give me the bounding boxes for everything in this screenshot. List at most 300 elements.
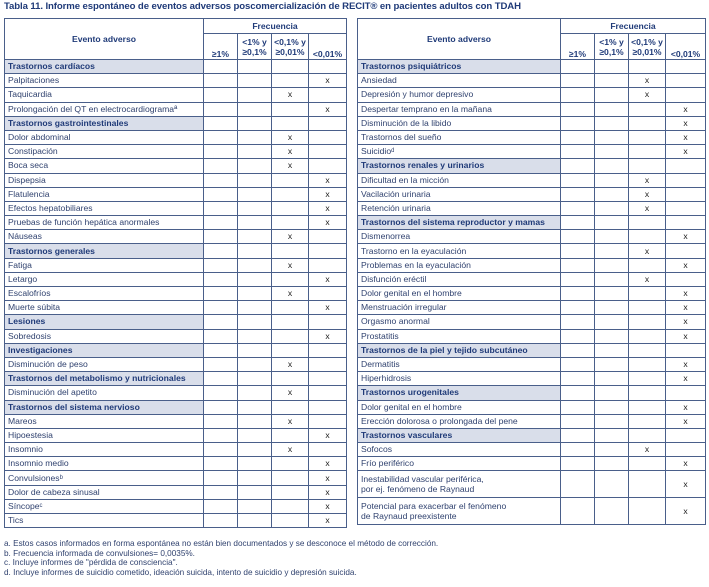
frequency-cell	[272, 102, 309, 116]
frequency-cell	[204, 301, 238, 315]
frequency-cell	[272, 60, 309, 74]
event-label: Síncopeᶜ	[5, 499, 204, 513]
frequency-cell	[629, 428, 666, 442]
header-frequency: Frecuencia	[561, 19, 706, 34]
frequency-cell	[238, 287, 272, 301]
event-label: Trastorno en la eyaculación	[358, 244, 561, 258]
frequency-cell	[561, 457, 595, 471]
table-row	[5, 230, 347, 244]
frequency-cell	[595, 102, 629, 116]
frequency-cell	[272, 499, 309, 513]
event-label: Constipación	[5, 145, 204, 159]
frequency-cell	[204, 428, 238, 442]
event-label: Orgasmo anormal	[358, 315, 561, 329]
frequency-cell	[272, 244, 309, 258]
frequency-mark: x	[309, 329, 347, 343]
frequency-cell	[666, 201, 706, 215]
frequency-cell	[238, 471, 272, 485]
event-label: Prolongación del QT en electrocardiogramaª	[5, 102, 204, 116]
frequency-cell	[561, 272, 595, 286]
frequency-cell	[204, 60, 238, 74]
frequency-mark: x	[309, 74, 347, 88]
frequency-cell	[629, 457, 666, 471]
frequency-mark: x	[272, 287, 309, 301]
frequency-cell	[272, 272, 309, 286]
header-frequency: Frecuencia	[204, 19, 347, 34]
frequency-cell	[561, 414, 595, 428]
frequency-cell	[309, 443, 347, 457]
frequency-mark: x	[272, 159, 309, 173]
frequency-cell	[629, 343, 666, 357]
frequency-cell	[238, 329, 272, 343]
frequency-cell	[204, 457, 238, 471]
event-label: Dispepsia	[5, 173, 204, 187]
table-row	[5, 471, 347, 485]
header-lt01-ge001: <0,1% y ≥0,01%	[629, 34, 666, 60]
section-header-row	[5, 116, 347, 130]
section-header-row	[358, 216, 706, 230]
frequency-cell	[629, 216, 666, 230]
adverse-events-table-left	[4, 18, 347, 528]
frequency-cell	[309, 60, 347, 74]
frequency-cell	[309, 88, 347, 102]
event-label: Insomnio medio	[5, 457, 204, 471]
frequency-mark: x	[629, 74, 666, 88]
frequency-cell	[204, 329, 238, 343]
event-label: Trastornos del sueño	[358, 130, 561, 144]
frequency-cell	[272, 315, 309, 329]
section-label: Trastornos cardíacos	[5, 60, 204, 74]
frequency-mark: x	[309, 499, 347, 513]
frequency-mark: x	[272, 258, 309, 272]
frequency-cell	[561, 443, 595, 457]
frequency-cell	[595, 287, 629, 301]
table-row	[358, 130, 706, 144]
frequency-cell	[595, 414, 629, 428]
event-label: Boca seca	[5, 159, 204, 173]
event-label: Náuseas	[5, 230, 204, 244]
section-label: Trastornos psiquiátricos	[358, 60, 561, 74]
frequency-cell	[666, 428, 706, 442]
table-row	[358, 357, 706, 371]
frequency-cell	[204, 272, 238, 286]
frequency-cell	[561, 60, 595, 74]
frequency-cell	[666, 216, 706, 230]
footnotes	[4, 539, 438, 577]
frequency-cell	[238, 315, 272, 329]
frequency-cell	[272, 301, 309, 315]
frequency-cell	[238, 130, 272, 144]
header-event: Evento adverso	[5, 19, 204, 60]
frequency-cell	[666, 386, 706, 400]
event-label: Depresión y humor depresivo	[358, 88, 561, 102]
section-label: Trastornos urogenitales	[358, 386, 561, 400]
frequency-cell	[309, 315, 347, 329]
frequency-cell	[561, 258, 595, 272]
frequency-cell	[238, 443, 272, 457]
frequency-mark: x	[309, 187, 347, 201]
frequency-cell	[629, 400, 666, 414]
table-row	[5, 329, 347, 343]
section-header-row	[358, 60, 706, 74]
frequency-cell	[666, 74, 706, 88]
frequency-cell	[238, 173, 272, 187]
frequency-cell	[561, 471, 595, 498]
frequency-cell	[309, 372, 347, 386]
frequency-mark: x	[666, 414, 706, 428]
frequency-cell	[204, 499, 238, 513]
frequency-cell	[561, 216, 595, 230]
frequency-cell	[272, 471, 309, 485]
frequency-cell	[238, 499, 272, 513]
frequency-cell	[595, 357, 629, 371]
section-header-row	[5, 343, 347, 357]
frequency-cell	[204, 187, 238, 201]
frequency-mark: x	[309, 301, 347, 315]
frequency-cell	[238, 230, 272, 244]
frequency-cell	[595, 443, 629, 457]
frequency-cell	[666, 443, 706, 457]
frequency-cell	[629, 414, 666, 428]
frequency-cell	[204, 471, 238, 485]
frequency-cell	[561, 428, 595, 442]
table-row	[358, 498, 706, 525]
frequency-cell	[666, 187, 706, 201]
frequency-mark: x	[666, 315, 706, 329]
table-row	[358, 443, 706, 457]
frequency-cell	[238, 216, 272, 230]
section-label: Trastornos del sistema nervioso	[5, 400, 204, 414]
event-label: Escalofríos	[5, 287, 204, 301]
table-row	[358, 301, 706, 315]
frequency-cell	[238, 88, 272, 102]
frequency-mark: x	[629, 272, 666, 286]
table-row	[358, 471, 706, 498]
frequency-cell	[629, 230, 666, 244]
frequency-cell	[561, 287, 595, 301]
frequency-mark: x	[666, 357, 706, 371]
frequency-cell	[204, 485, 238, 499]
frequency-mark: x	[666, 287, 706, 301]
frequency-cell	[561, 372, 595, 386]
frequency-cell	[204, 216, 238, 230]
section-label: Investigaciones	[5, 343, 204, 357]
event-label: Palpitaciones	[5, 74, 204, 88]
frequency-cell	[561, 116, 595, 130]
frequency-mark: x	[666, 301, 706, 315]
frequency-mark: x	[309, 428, 347, 442]
frequency-cell	[238, 301, 272, 315]
frequency-cell	[629, 116, 666, 130]
frequency-cell	[595, 400, 629, 414]
frequency-cell	[238, 272, 272, 286]
event-label: Retención urinaria	[358, 201, 561, 215]
frequency-mark: x	[666, 457, 706, 471]
table-row	[5, 173, 347, 187]
frequency-cell	[238, 187, 272, 201]
table-row	[5, 145, 347, 159]
frequency-mark: x	[666, 145, 706, 159]
event-label: Dolor abdominal	[5, 130, 204, 144]
frequency-mark: x	[666, 116, 706, 130]
frequency-mark: x	[309, 102, 347, 116]
frequency-cell	[309, 130, 347, 144]
frequency-cell	[561, 343, 595, 357]
event-label: Despertar temprano en la mañana	[358, 102, 561, 116]
frequency-mark: x	[309, 216, 347, 230]
table-row	[358, 258, 706, 272]
table-row	[358, 372, 706, 386]
table-row	[358, 201, 706, 215]
frequency-cell	[595, 173, 629, 187]
table-row	[358, 88, 706, 102]
header-ge-1pct: ≥1%	[561, 34, 595, 60]
section-header-row	[358, 159, 706, 173]
frequency-mark: x	[666, 230, 706, 244]
frequency-cell	[204, 173, 238, 187]
event-label: Dolor genital en el hombre	[358, 287, 561, 301]
table-row	[5, 414, 347, 428]
table-row	[5, 74, 347, 88]
frequency-cell	[595, 258, 629, 272]
frequency-cell	[238, 514, 272, 528]
frequency-cell	[309, 244, 347, 258]
table-row	[358, 272, 706, 286]
frequency-cell	[238, 485, 272, 499]
event-label: Mareos	[5, 414, 204, 428]
frequency-cell	[238, 74, 272, 88]
frequency-mark: x	[629, 88, 666, 102]
frequency-cell	[666, 88, 706, 102]
frequency-cell	[595, 74, 629, 88]
frequency-cell	[238, 258, 272, 272]
frequency-cell	[272, 116, 309, 130]
frequency-cell	[204, 201, 238, 215]
frequency-cell	[204, 145, 238, 159]
frequency-cell	[629, 386, 666, 400]
frequency-cell	[595, 386, 629, 400]
frequency-cell	[666, 173, 706, 187]
header-lt1-ge01: <1% y ≥0,1%	[238, 34, 272, 60]
footnote-b: b. Frecuencia informada de convulsiones= 0,0035%.	[4, 548, 195, 558]
frequency-cell	[238, 116, 272, 130]
frequency-cell	[629, 329, 666, 343]
frequency-cell	[595, 343, 629, 357]
event-label: Prostatitis	[358, 329, 561, 343]
event-label: Erección dolorosa o prolongada del pene	[358, 414, 561, 428]
frequency-mark: x	[272, 130, 309, 144]
frequency-mark: x	[309, 173, 347, 187]
event-label: Inestabilidad vascular periférica, por ej. fenómeno de Raynaud	[358, 471, 561, 498]
section-label: Trastornos gastrointestinales	[5, 116, 204, 130]
frequency-cell	[238, 400, 272, 414]
frequency-cell	[238, 386, 272, 400]
event-label: Dificultad en la micción	[358, 173, 561, 187]
table-row	[358, 74, 706, 88]
table-row	[5, 102, 347, 116]
frequency-cell	[238, 457, 272, 471]
frequency-cell	[561, 230, 595, 244]
frequency-cell	[238, 343, 272, 357]
event-label: Convulsionesᵇ	[5, 471, 204, 485]
frequency-cell	[595, 244, 629, 258]
frequency-cell	[666, 272, 706, 286]
event-label: Flatulencia	[5, 187, 204, 201]
section-label: Lesiones	[5, 315, 204, 329]
frequency-mark: x	[309, 272, 347, 286]
frequency-cell	[272, 428, 309, 442]
table-row	[5, 159, 347, 173]
frequency-cell	[629, 145, 666, 159]
table-row	[358, 173, 706, 187]
frequency-cell	[629, 357, 666, 371]
header-event: Evento adverso	[358, 19, 561, 60]
frequency-cell	[309, 357, 347, 371]
frequency-cell	[272, 216, 309, 230]
event-label: Sobredosis	[5, 329, 204, 343]
frequency-mark: x	[666, 258, 706, 272]
frequency-mark: x	[666, 471, 706, 498]
table-row	[358, 400, 706, 414]
frequency-cell	[204, 315, 238, 329]
table-row	[5, 272, 347, 286]
frequency-mark: x	[309, 514, 347, 528]
frequency-cell	[629, 258, 666, 272]
event-label: Disminución de peso	[5, 357, 204, 371]
table-row	[358, 287, 706, 301]
event-label: Hipoestesia	[5, 428, 204, 442]
frequency-cell	[595, 498, 629, 525]
section-label: Trastornos de la piel y tejido subcutáneo	[358, 343, 561, 357]
frequency-cell	[561, 187, 595, 201]
frequency-cell	[595, 315, 629, 329]
frequency-cell	[204, 88, 238, 102]
section-header-row	[5, 400, 347, 414]
frequency-cell	[595, 145, 629, 159]
table-row	[5, 201, 347, 215]
table-row	[358, 329, 706, 343]
table-row	[358, 315, 706, 329]
frequency-cell	[309, 145, 347, 159]
frequency-cell	[272, 201, 309, 215]
section-header-row	[358, 386, 706, 400]
frequency-cell	[561, 301, 595, 315]
frequency-cell	[595, 428, 629, 442]
frequency-cell	[561, 145, 595, 159]
frequency-cell	[666, 244, 706, 258]
event-label: Menstruación irregular	[358, 301, 561, 315]
frequency-cell	[595, 471, 629, 498]
event-label: Suicidioᵈ	[358, 145, 561, 159]
event-label: Disfunción eréctil	[358, 272, 561, 286]
frequency-cell	[629, 301, 666, 315]
frequency-cell	[309, 414, 347, 428]
frequency-cell	[238, 102, 272, 116]
frequency-cell	[595, 372, 629, 386]
frequency-cell	[309, 386, 347, 400]
frequency-cell	[272, 173, 309, 187]
frequency-cell	[595, 230, 629, 244]
table-row	[358, 457, 706, 471]
table-row	[358, 230, 706, 244]
frequency-cell	[561, 329, 595, 343]
event-label: Sofocos	[358, 443, 561, 457]
table-row	[5, 443, 347, 457]
event-label: Pruebas de función hepática anormales	[5, 216, 204, 230]
frequency-cell	[238, 60, 272, 74]
frequency-cell	[561, 74, 595, 88]
table-row	[358, 244, 706, 258]
section-header-row	[5, 372, 347, 386]
adverse-events-table-right	[357, 18, 706, 525]
frequency-cell	[629, 471, 666, 498]
frequency-cell	[204, 159, 238, 173]
frequency-mark: x	[666, 372, 706, 386]
frequency-mark: x	[272, 357, 309, 371]
table-row	[358, 102, 706, 116]
frequency-cell	[204, 443, 238, 457]
frequency-cell	[666, 159, 706, 173]
event-label: Letargo	[5, 272, 204, 286]
frequency-cell	[204, 287, 238, 301]
table-row	[5, 485, 347, 499]
frequency-mark: x	[629, 443, 666, 457]
table-row	[5, 428, 347, 442]
header-lt1-ge01: <1% y ≥0,1%	[595, 34, 629, 60]
frequency-cell	[595, 216, 629, 230]
event-label: Dermatitis	[358, 357, 561, 371]
frequency-cell	[204, 414, 238, 428]
frequency-cell	[595, 329, 629, 343]
frequency-cell	[629, 372, 666, 386]
frequency-cell	[272, 187, 309, 201]
section-header-row	[5, 60, 347, 74]
frequency-mark: x	[309, 485, 347, 499]
frequency-cell	[561, 357, 595, 371]
section-header-row	[358, 428, 706, 442]
frequency-cell	[561, 159, 595, 173]
frequency-cell	[272, 329, 309, 343]
table-row	[358, 145, 706, 159]
frequency-mark: x	[666, 130, 706, 144]
frequency-mark: x	[309, 201, 347, 215]
frequency-mark: x	[666, 400, 706, 414]
frequency-cell	[309, 287, 347, 301]
frequency-mark: x	[666, 102, 706, 116]
section-label: Trastornos vasculares	[358, 428, 561, 442]
section-header-row	[5, 315, 347, 329]
table-row	[5, 216, 347, 230]
frequency-mark: x	[272, 88, 309, 102]
event-label: Hiperhidrosis	[358, 372, 561, 386]
event-label: Taquicardia	[5, 88, 204, 102]
header-lt001: <0,01%	[666, 34, 706, 60]
event-label: Dismenorrea	[358, 230, 561, 244]
event-label: Disminución del apetito	[5, 386, 204, 400]
event-label: Vacilación urinaria	[358, 187, 561, 201]
frequency-cell	[204, 357, 238, 371]
header-lt01-ge001: <0,1% y ≥0,01%	[272, 34, 309, 60]
table-row	[5, 287, 347, 301]
frequency-cell	[629, 315, 666, 329]
frequency-cell	[204, 258, 238, 272]
frequency-cell	[204, 102, 238, 116]
frequency-cell	[204, 74, 238, 88]
frequency-cell	[595, 116, 629, 130]
event-label: Ansiedad	[358, 74, 561, 88]
frequency-cell	[666, 343, 706, 357]
frequency-cell	[561, 315, 595, 329]
